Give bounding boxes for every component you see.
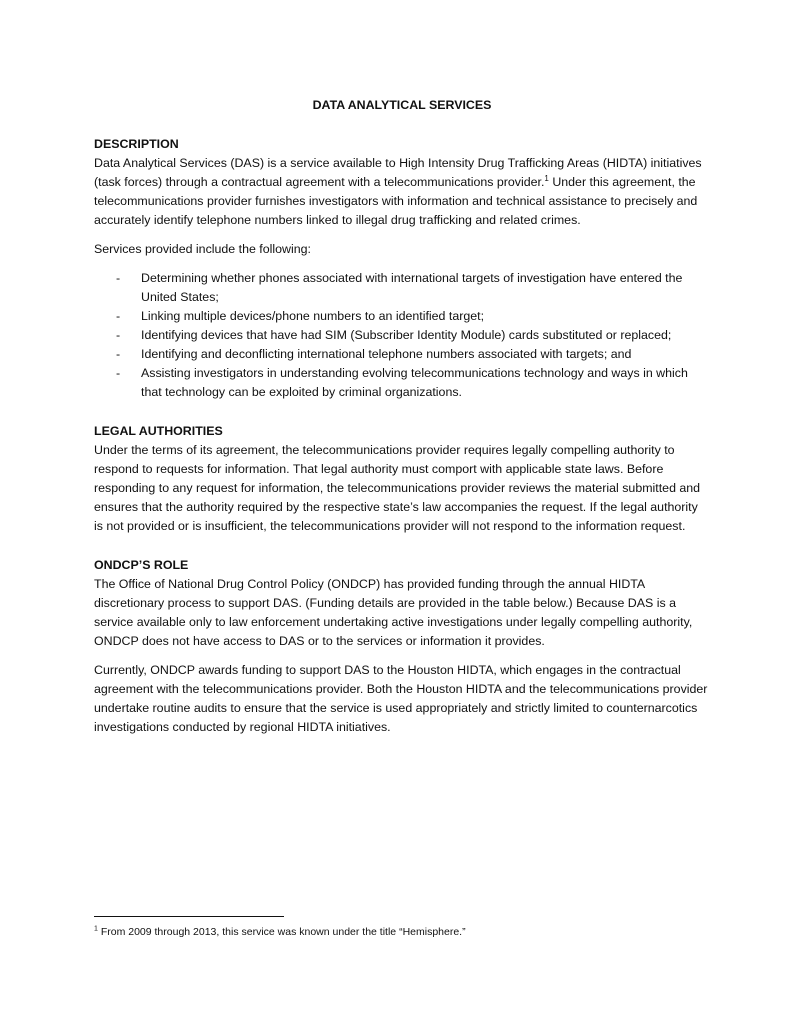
list-item-text: Assisting investigators in understanding evolving telecommunications technology and ways in which that technology can be exploited by criminal organizations.: [141, 366, 688, 399]
document-title: DATA ANALYTICAL SERVICES: [312, 98, 492, 112]
description-section: [94, 135, 710, 402]
footnote-divider: [94, 916, 284, 917]
bullet-dash: -: [116, 328, 121, 342]
list-item: [94, 345, 710, 364]
description-text-before-mark: Data Analytical Services (DAS) is a service available to High Intensity Drug Trafficking Areas (HIDTA) initiatives (task forces) through a contractual agreement with a telecommunications provider.: [94, 156, 702, 189]
bullet-dash: -: [116, 309, 121, 323]
bullet-dash: -: [116, 271, 121, 285]
services-intro: Services provided include the following:: [94, 242, 311, 256]
list-item: [94, 326, 710, 345]
ondcp-role-heading: ONDCP’S ROLE: [94, 558, 189, 572]
list-item: [94, 307, 710, 326]
services-list: [94, 269, 710, 402]
legal-authorities-section: [94, 422, 710, 536]
ondcp-role-paragraph-1: The Office of National Drug Control Policy (ONDCP) has provided funding through the annual HIDTA discretionary process to support DAS. (Funding details are provided in the table below.) Because DAS is a service available only to law enforcement undertaking active investigations under legally compelling authority, ONDCP does not have access to DAS or to the services or information it provides.: [94, 577, 693, 648]
description-paragraph: [94, 154, 710, 230]
footnote: [94, 925, 710, 940]
legal-authorities-heading: LEGAL AUTHORITIES: [94, 424, 223, 438]
list-item: [94, 364, 710, 402]
document-body: [94, 96, 710, 747]
footnote-mark: 1: [94, 925, 98, 933]
footnote-reference[interactable]: 1: [544, 173, 549, 183]
list-item-text: Linking multiple devices/phone numbers to an identified target;: [141, 309, 485, 323]
ondcp-role-paragraph-2: Currently, ONDCP awards funding to support DAS to the Houston HIDTA, which engages in the contractual agreement with the telecommunications provider. Both the Houston HIDTA and the telecommunications provider undertake routine audits to ensure that the service is used appropriately and strictly limited to counternarcotics investigations conducted by regional HIDTA initiatives.: [94, 663, 708, 734]
footnote-text: From 2009 through 2013, this service was known under the title “Hemisphere.”: [97, 926, 466, 938]
description-heading: DESCRIPTION: [94, 137, 179, 151]
ondcp-role-section: [94, 556, 710, 737]
list-item-text: Identifying and deconflicting international telephone numbers associated with targets; and: [141, 347, 632, 361]
bullet-dash: -: [116, 347, 121, 361]
list-item-text: Determining whether phones associated with international targets of investigation have entered the United States;: [141, 271, 683, 304]
list-item: [94, 269, 710, 307]
list-item-text: Identifying devices that have had SIM (Subscriber Identity Module) cards substituted or replaced;: [141, 328, 672, 342]
bullet-dash: -: [116, 366, 121, 380]
description-text-after-mark: Under this agreement, the telecommunications provider furnishes investigators with information and technical assistance to precisely and accurately identify telephone numbers linked to illegal drug trafficking and related crimes.: [94, 175, 698, 227]
legal-authorities-paragraph: Under the terms of its agreement, the telecommunications provider requires legally compelling authority to respond to requests for information. That legal authority must comport with applicable state laws. Before responding to any request for information, the telecommunications provider reviews the material submitted and ensures that the authority required by the respective state’s law accompanies the request. If the legal authority is not provided or is insufficient, the telecommunications provider will not respond to the information request.: [94, 443, 701, 533]
